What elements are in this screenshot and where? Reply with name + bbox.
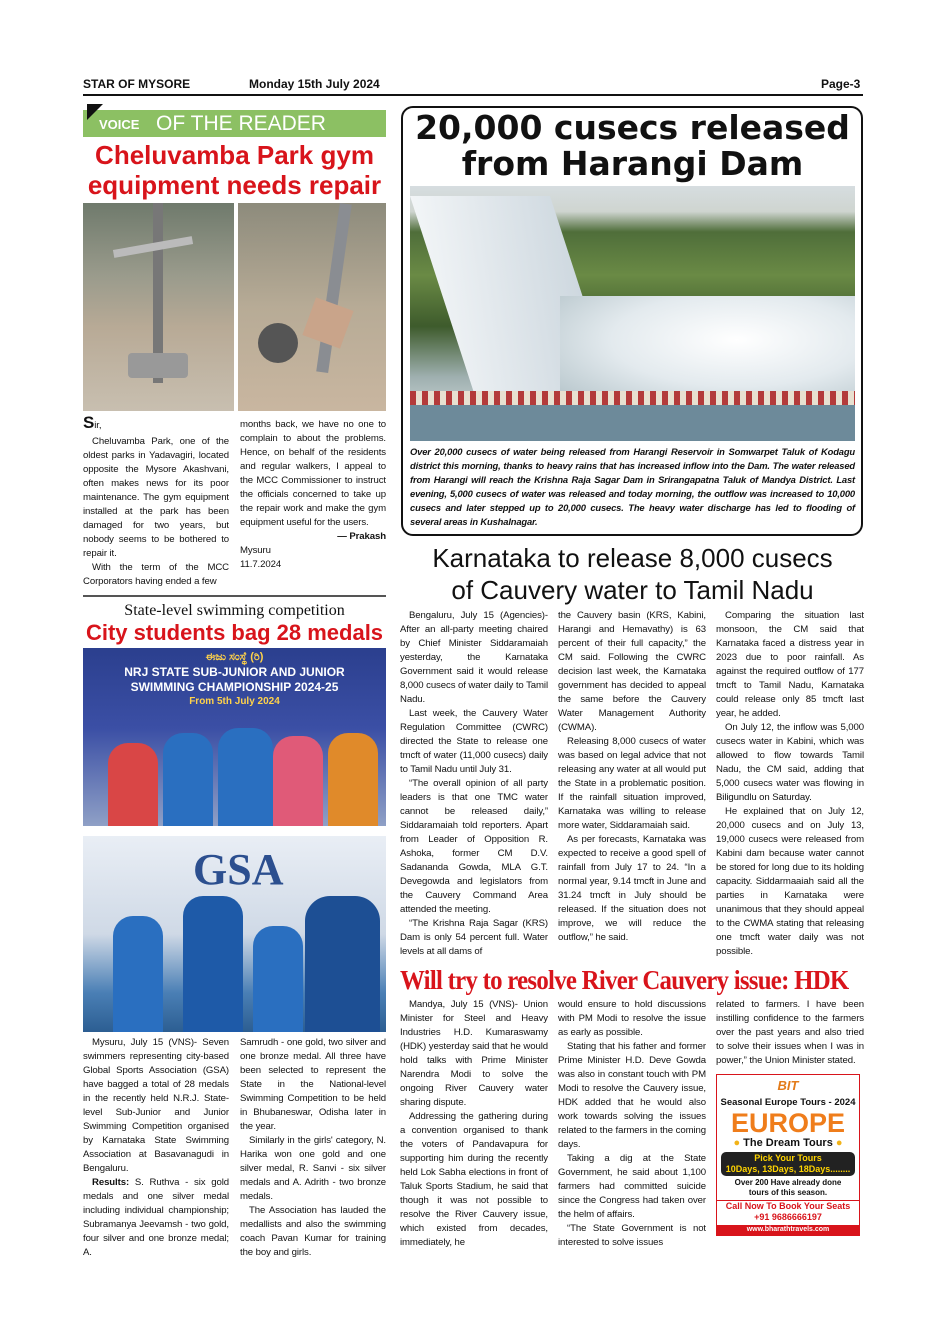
header-rule: [83, 94, 863, 96]
ad-subtitle: ● The Dream Tours ●: [733, 1137, 843, 1149]
letter-column-2: months back, we have no one to complain to about the problems. Hence, on behalf of the residents and regular walkers, I appeal to the MCC Commissioner to instruct the officials concerned to take up the repair work and make the gym equipment useful for the users. — Prakash Mysuru 11.7.2024: [240, 419, 386, 570]
harangi-headline: 20,000 cusecs released from Harangi Dam: [415, 108, 850, 183]
swim-headline: City students bag 28 medals: [85, 620, 384, 645]
hdk-column-1: Mandya, July 15 (VNS)- Union Minister for Steel and Heavy Industries H.D. Kumaraswamy (HDK) yesterday said that he would hold talks with Prime Minister Narendra Modi to solve the ongoing River Cauvery water sharing dispute. Addressing the gathering during a convention organised to thank the voters of Pandavapura for supporting him during the recently held Lok Sabha elections in front of Taluk Sports Stadium, he said that though it was not possible to resolve the River Cauvery issue, which existed from decades, immediately, he: [400, 999, 548, 1248]
ad-pick-box: Pick Your Tours 10Days, 13Days, 18Days........: [721, 1152, 855, 1176]
harangi-story-box: [401, 106, 863, 536]
ad-europe: EUROPE: [730, 1108, 846, 1138]
ad-done: Over 200 Have already done tours of this season.: [734, 1178, 842, 1197]
right-column: [400, 106, 865, 1250]
swim-column-1: Mysuru, July 15 (VNS)- Seven swimmers representing city-based Global Sports Association (GSA) have bagged a total of 28 medals in the recently held N.R.J. State-level Sub-Junior and Junior Swimming Competition organised by Karnataka State Swimming Association at Basavanagudi in Bengaluru. Results: S. Ruthva - six gold medals and one silver medal including individual championship; Subramanya Jeevamsh - two gold, four silver and one bronze medal; A.: [83, 1037, 229, 1258]
swimmers-photo-1: ಈಜು ಸಂಸ್ಥೆ (ರಿ) NRJ STATE SUB-JUNIOR AND JUNIOR SWIMMING CHAMPIONSHIP 2024-25 From 5th July 2024: [83, 648, 386, 826]
ad-phone: +91 9686666197: [754, 1212, 822, 1222]
letter-column-1: Sir, Cheluvamba Park, one of the oldest parks in Yadavagiri, located opposite the Mysore Akashvani, often makes news for its poor maintenance. The gym equipment installed at the park has been damaged for two years, but nobody seems to be bothered to repair it. With the term of the MCC Corporators having ended a few: [83, 413, 229, 587]
karnataka-column-2: the Cauvery basin (KRS, Kabini, Harangi and Hemavathy) is 63 percent of their full capacity,” the CM said. Following the CWRC decision last week, the Karnataka government has decided to appeal the same before the Cauvery Water Management Authority (CWMA). Releasing 8,000 cusecs of water was based on legal advice that not releasing any water at all would put the State in a problematic position. If the rainfall situation improved, Karnataka was willing to release more water, Siddaramaiah said. As per forecasts, Karnataka was expected to receive a good spell of rainfall from July 17 to 24. “In a normal year, 9.14 tmcft in June and 31.24 tmcft in July should be released. If the situation does not improve, we will reduce the outflow,” he said.: [558, 610, 706, 943]
harangi-dam-photo: [410, 186, 855, 441]
letter-date: 11.7.2024: [240, 559, 282, 570]
karnataka-column-1: Bengaluru, July 15 (Agencies)- After an all-party meeting chaired by Chief Minister Siddaramaiah yesterday, the Karnataka Government said it would release 8,000 cusecs of water daily to Tamil Nadu. Last week, the Cauvery Water Regulation Committee (CWRC) directed the State to release one tmcft of water (11,000 cusecs) daily to Tamil Nadu until July 31. “The overall opinion of all party leaders is that one TMC water cannot be released daily,” Siddaramaiah told reporters. Apart from Leader of Opposition R. Ashoka, former CM D.V. Sadananda Gowda, MLA G.T. Devegowda and legislators from the Cauvery Command Area attended the meeting. “The Krishna Raja Sagar (KRS) Dam is only 54 percent full. Water levels at all dams of: [400, 610, 548, 957]
swimmers-photo-2: GSA: [83, 836, 386, 1032]
voice-tag-rest: OF THE READER: [156, 112, 326, 135]
swim-column-2: Samrudh - one gold, two silver and one bronze medal. All three have been selected to represent the State in the National-level Swimming Competition to be held in Bhubaneswar, Odisha later in the year. Similarly in the girls' category, N. Harika won one gold and one silver medal, R. Sanvi - six silver medals and A. Adrith - two bronze medals. The Association has lauded the medallists and also the swimming coach Pavan Kumar for training the boy and girls.: [240, 1037, 386, 1258]
smiley-icon: ●: [835, 1137, 843, 1149]
karnataka-column-3: Comparing the situation last monsoon, the CM said that Karnataka faced a distress year in 2023 due to poor rainfall. As against the required outflow of 177 tmcft to Tamil Nadu, Karnataka could release only 85 tmcft last year, he added. On July 12, the inflow was 5,000 cusecs water in Kabini, which was allowed to flow towards Tamil Nadu, the CM said, adding that 5,000 cusecs water was flowing in Biligundlu on Saturday. He explained that on July 12, 20,000 cusecs and on July 13, 19,000 cusecs were released from Kabini dam because water cannot be stored for long due to its holding capacity. Siddarmaaiah said all the parties in Karnataka were unanimous that they should appeal to the CWMA stating that releasing one tmcft water daily was not possible.: [716, 610, 864, 957]
hdk-column-2: would ensure to hold discussions with PM Modi to resolve the issue as early as possible. Stating that his father and former Prime Minister H.D. Deve Gowda was also in constant touch with PM Modi to resolve the Cauvery issue, HDK added that he would also work towards solving the issues related to the farmers in the coming days. Taking a dig at the State Government, he said about 1,100 farmers had committed suicide since the Congress had taken over the helm of affairs. “The State Government is not interested to solve issues: [558, 999, 706, 1248]
harangi-caption: Over 20,000 cusecs of water being released from Harangi Reservoir in Somwarpet Taluk of Kodagu district this morning, thanks to heavy rains that has increased inflow into the Dam. The water released from Harangi will reach the Krishna Raja Sagar Dam in Srirangapatna Taluk of Mandya District. Last evening, 5,000 cusecs of water was released and today morning, the outflow was increased to 10,000 cusecs and later stepped up to 20,000 cusecs. The heavy water discharge has led to flooding of several areas in Kushalnagar.: [410, 446, 855, 527]
smiley-icon: ●: [733, 1137, 741, 1149]
gym-equipment-photo-1: [83, 203, 234, 411]
europe-tours-ad[interactable]: [716, 1074, 860, 1236]
voice-banner: [83, 110, 386, 137]
ad-call: Call Now To Book Your Seats +91 9686666197: [717, 1200, 859, 1223]
voice-headline: Cheluvamba Park gym equipment needs repair: [87, 140, 382, 200]
ad-title: Seasonal Europe Tours - 2024: [720, 1097, 856, 1108]
letter-place: Mysuru: [240, 545, 271, 556]
issue-date: Monday 15th July 2024: [249, 77, 380, 91]
hdk-column-3: related to farmers. I have been instilling confidence to the farmers over the past years and also tried to solve their issues when I was in power,” the Union Minister stated. BIT Seasonal Europe Tours - 2024 EUROPE ● The Dream Tours ● Pick Your Tours 10Days, 13Days, 18Days........ Over 200 Have already done tours of this season. Call Now To Book Your Seats +91 9686666197 www.bharathtravels.com: [716, 998, 864, 1250]
letter-signature: — Prakash: [337, 531, 386, 542]
dropcap: S: [83, 413, 95, 432]
hdk-headline: Will try to resolve River Cauvery issue: HDK: [400, 965, 849, 995]
section-divider: [83, 595, 386, 597]
ad-website[interactable]: www.bharathtravels.com: [717, 1225, 859, 1235]
karnataka-headline: Karnataka to release 8,000 cusecs of Cauvery water to Tamil Nadu: [432, 543, 833, 605]
voice-tag: VOICE: [99, 117, 140, 132]
left-column: [83, 104, 386, 1260]
gym-equipment-photo-2: [238, 203, 386, 411]
page-number: Page-3: [821, 77, 861, 91]
swim-kicker: State-level swimming competition: [124, 602, 345, 619]
newspaper-name: STAR OF MYSORE: [83, 77, 191, 91]
ad-logo: BIT: [777, 1078, 799, 1093]
